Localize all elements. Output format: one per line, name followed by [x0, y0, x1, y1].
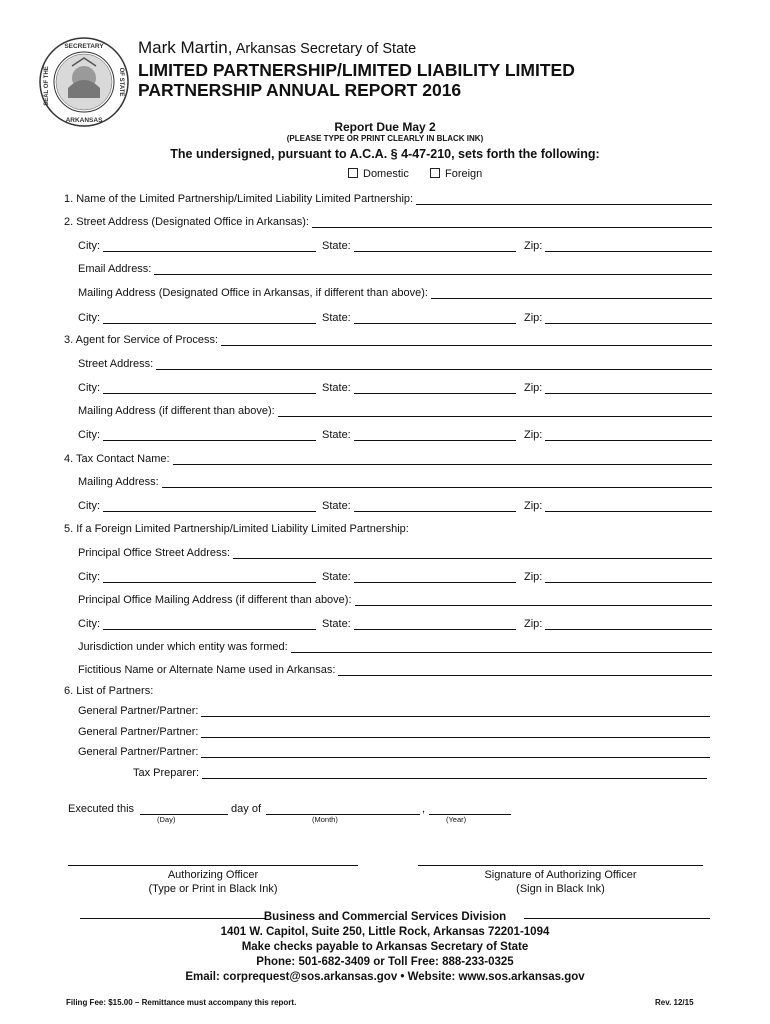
partner-field[interactable]: [201, 746, 710, 758]
svg-text:SEAL OF THE: SEAL OF THE: [44, 66, 50, 106]
state-field[interactable]: [354, 312, 516, 324]
month-field[interactable]: [266, 803, 420, 815]
zip-label: Zip:: [524, 312, 543, 324]
state-row: [322, 425, 516, 441]
signature-label: Signature of Authorizing Officer: [484, 869, 637, 881]
authorizing-officer-instruction: (Type or Print in Black Ink): [148, 883, 278, 895]
city-field[interactable]: [103, 429, 316, 441]
state-row: [322, 567, 516, 583]
division-address: 1401 W. Capitol, Suite 250, Little Rock, Arkansas 72201-1094: [220, 926, 550, 938]
principal-street-row: [78, 543, 712, 559]
jurisdiction-row: [78, 637, 712, 653]
signature-caption: [418, 868, 703, 896]
partner-row-1: [78, 701, 710, 717]
city-field[interactable]: [103, 571, 316, 583]
zip-field[interactable]: [545, 500, 712, 512]
tax-mailing-row: [78, 472, 712, 488]
state-label: State:: [322, 571, 351, 583]
jurisdiction-field[interactable]: [291, 641, 712, 653]
partner-field[interactable]: [201, 705, 710, 717]
agent-label: 3. Agent for Service of Process:: [64, 334, 219, 346]
payable-note: Make checks payable to Arkansas Secretary of State: [241, 941, 529, 953]
tax-preparer-label: Tax Preparer:: [133, 767, 200, 779]
foreign-heading-row: [64, 519, 712, 535]
month-caption: (Month): [312, 815, 338, 824]
zip-field[interactable]: [545, 312, 712, 324]
email-row: [78, 259, 712, 275]
domestic-label: Domestic: [363, 168, 409, 180]
official-name-text: Mark Martin,: [138, 38, 233, 57]
state-label: State:: [322, 382, 351, 394]
city-row: [78, 567, 316, 583]
agent-street-label: Street Address:: [78, 358, 154, 370]
street-address-label: 2. Street Address (Designated Office in Arkansas):: [64, 216, 309, 228]
authorizing-officer-caption: [68, 868, 358, 896]
zip-field[interactable]: [545, 429, 712, 441]
agent-mailing-field[interactable]: [278, 405, 712, 417]
partnership-name-field[interactable]: [416, 193, 712, 205]
zip-field[interactable]: [545, 618, 712, 630]
tax-preparer-row: [133, 763, 707, 779]
foreign-label: Foreign: [445, 168, 483, 180]
zip-row: [524, 567, 712, 583]
division-name: Business and Commercial Services Division: [263, 911, 507, 923]
zip-row: [524, 378, 712, 394]
mailing-designated-field[interactable]: [431, 287, 712, 299]
street-address-row: [64, 212, 712, 228]
foreign-heading-label: 5. If a Foreign Limited Partnership/Limited Liability Limited Partnership:: [64, 523, 409, 535]
state-label: State:: [322, 240, 351, 252]
city-field[interactable]: [103, 312, 316, 324]
year-field[interactable]: [429, 803, 511, 815]
state-field[interactable]: [354, 571, 516, 583]
zip-field[interactable]: [545, 382, 712, 394]
city-row: [78, 308, 316, 324]
state-field[interactable]: [354, 429, 516, 441]
city-row: [78, 614, 316, 630]
svg-text:OF STATE: OF STATE: [118, 67, 124, 97]
zip-row: [524, 308, 712, 324]
partners-heading-row: [64, 681, 712, 697]
report-due: Report Due May 2: [334, 120, 436, 134]
fictitious-field[interactable]: [338, 664, 712, 676]
tax-mailing-label: Mailing Address:: [78, 476, 159, 488]
zip-label: Zip:: [524, 500, 543, 512]
street-address-field[interactable]: [312, 216, 712, 228]
city-label: City:: [78, 240, 100, 252]
form-title-line2: PARTNERSHIP ANNUAL REPORT 2016: [138, 80, 462, 100]
contact-info: Email: corprequest@sos.arkansas.gov • Website: www.sos.arkansas.gov: [185, 971, 585, 983]
partnership-name-label: 1. Name of the Limited Partnership/Limited Liability Limited Partnership:: [64, 193, 414, 205]
zip-row: [524, 496, 712, 512]
city-row: [78, 236, 316, 252]
agent-street-field[interactable]: [156, 358, 712, 370]
revision: Rev. 12/15: [655, 998, 694, 1007]
state-row: [322, 496, 516, 512]
checkbox-icon: [430, 168, 440, 178]
checkbox-icon: [348, 168, 358, 178]
fictitious-label: Fictitious Name or Alternate Name used in Arkansas:: [78, 664, 336, 676]
city-label: City:: [78, 429, 100, 441]
tax-contact-field[interactable]: [173, 453, 712, 465]
zip-field[interactable]: [545, 571, 712, 583]
partner-label: General Partner/Partner:: [78, 726, 199, 738]
state-row: [322, 308, 516, 324]
signature-line[interactable]: [418, 865, 703, 866]
zip-label: Zip:: [524, 240, 543, 252]
city-row: [78, 496, 316, 512]
jurisdiction-label: Jurisdiction under which entity was formed:: [78, 641, 288, 653]
tax-contact-row: [64, 449, 712, 465]
email-field[interactable]: [154, 263, 712, 275]
state-field[interactable]: [354, 618, 516, 630]
city-row: [78, 378, 316, 394]
city-label: City:: [78, 500, 100, 512]
state-row: [322, 614, 516, 630]
day-caption: (Day): [157, 815, 176, 824]
state-field[interactable]: [354, 382, 516, 394]
zip-label: Zip:: [524, 429, 543, 441]
partners-heading-label: 6. List of Partners:: [64, 685, 154, 697]
partner-label: General Partner/Partner:: [78, 746, 199, 758]
svg-text:SECRETARY: SECRETARY: [64, 43, 104, 50]
comma-label: ,: [422, 803, 426, 815]
city-label: City:: [78, 571, 100, 583]
state-row: [322, 236, 516, 252]
tax-mailing-field[interactable]: [162, 476, 712, 488]
domestic-checkbox[interactable]: [348, 168, 409, 180]
zip-label: Zip:: [524, 618, 543, 630]
official-office: Arkansas Secretary of State: [232, 41, 417, 57]
agent-street-row: [78, 354, 712, 370]
execution-row: [68, 799, 513, 815]
partnership-name-row: [64, 189, 712, 205]
day-field[interactable]: [140, 803, 228, 815]
partner-row-3: [78, 742, 710, 758]
zip-field[interactable]: [545, 240, 712, 252]
authorizing-officer-label: Authorizing Officer: [167, 869, 259, 881]
state-label: State:: [322, 618, 351, 630]
signature-instruction: (Sign in Black Ink): [516, 883, 605, 895]
svg-text:ARKANSAS: ARKANSAS: [65, 117, 103, 124]
state-label: State:: [322, 429, 351, 441]
mailing-designated-row: [78, 283, 712, 299]
form-title: [138, 60, 575, 100]
authorizing-officer-line[interactable]: [68, 865, 358, 866]
partner-label: General Partner/Partner:: [78, 705, 199, 717]
city-row: [78, 425, 316, 441]
zip-row: [524, 236, 712, 252]
agent-row: [64, 330, 712, 346]
fictitious-row: [78, 660, 712, 676]
phone-info: Phone: 501-682-3409 or Toll Free: 888-233-0325: [256, 956, 514, 968]
city-label: City:: [78, 382, 100, 394]
year-caption: (Year): [446, 815, 467, 824]
undersigned-statement: The undersigned, pursuant to A.C.A. § 4-47-210, sets forth the following:: [170, 147, 600, 161]
day-of-label: day of: [231, 803, 262, 815]
arkansas-seal-icon: [38, 36, 130, 128]
agent-mailing-label: Mailing Address (if different than above):: [78, 405, 275, 417]
city-field[interactable]: [103, 240, 316, 252]
zip-row: [524, 614, 712, 630]
city-field[interactable]: [103, 382, 316, 394]
principal-street-field[interactable]: [233, 547, 712, 559]
state-label: State:: [322, 312, 351, 324]
state-label: State:: [322, 500, 351, 512]
principal-street-label: Principal Office Street Address:: [78, 547, 231, 559]
principal-mailing-field[interactable]: [355, 594, 712, 606]
foreign-checkbox[interactable]: [430, 168, 482, 180]
partner-row-2: [78, 722, 710, 738]
partner-field[interactable]: [201, 726, 710, 738]
zip-label: Zip:: [524, 571, 543, 583]
filing-fee: Filing Fee: $15.00 – Remittance must accompany this report.: [66, 998, 297, 1007]
zip-label: Zip:: [524, 382, 543, 394]
zip-row: [524, 425, 712, 441]
tax-preparer-field[interactable]: [202, 767, 707, 779]
email-label: Email Address:: [78, 263, 152, 275]
city-field[interactable]: [103, 618, 316, 630]
principal-mailing-row: [78, 590, 712, 606]
state-field[interactable]: [354, 500, 516, 512]
ink-instruction: (PLEASE TYPE OR PRINT CLEARLY IN BLACK INK): [286, 134, 484, 143]
principal-mailing-label: Principal Office Mailing Address (if different than above):: [78, 594, 352, 606]
official-name: [138, 38, 416, 58]
city-field[interactable]: [103, 500, 316, 512]
state-field[interactable]: [354, 240, 516, 252]
city-label: City:: [78, 618, 100, 630]
state-row: [322, 378, 516, 394]
agent-mailing-row: [78, 401, 712, 417]
city-label: City:: [78, 312, 100, 324]
agent-field[interactable]: [221, 334, 712, 346]
executed-label: Executed this: [68, 803, 135, 815]
form-title-line1: LIMITED PARTNERSHIP/LIMITED LIABILITY LIMITED: [138, 60, 575, 80]
tax-contact-label: 4. Tax Contact Name:: [64, 453, 170, 465]
mailing-designated-label: Mailing Address (Designated Office in Arkansas, if different than above):: [78, 287, 428, 299]
